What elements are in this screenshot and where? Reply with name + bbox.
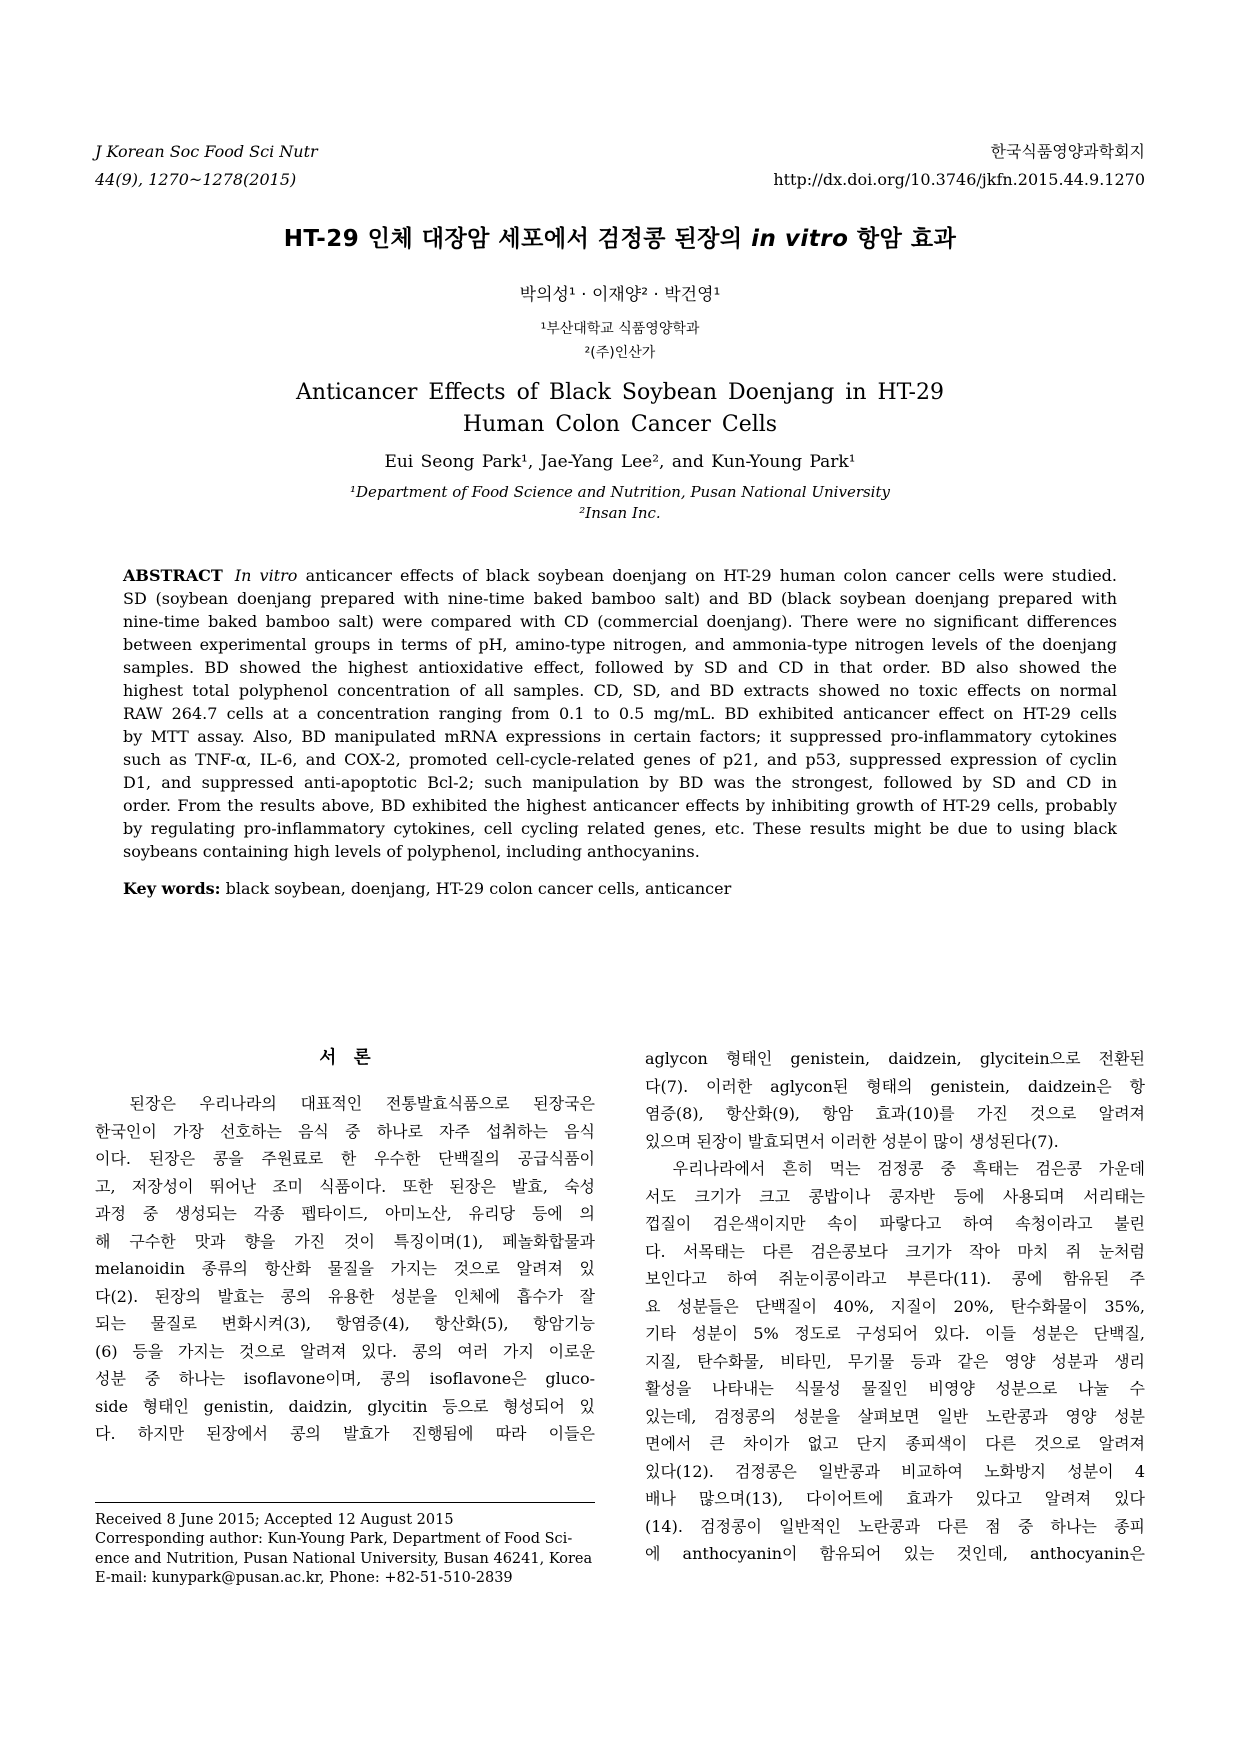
text-line: ence and Nutrition, Pusan National University, Busan 46241, Korea — [95, 1550, 593, 1567]
affiliations-en — [95, 482, 1145, 524]
abstract-lines — [123, 587, 1117, 863]
text-line: Received 8 June 2015; Accepted 12 August 2015 — [95, 1511, 454, 1528]
text-line: 우리나라에서 흔히 먹는 검정콩 중 흑태는 검은콩 가운데 — [645, 1159, 1145, 1178]
text-line: melanoidin 종류의 항산화 물질을 가지는 것으로 알려져 있 — [95, 1259, 595, 1278]
text-line: order. From the results above, BD exhibited the highest anticancer effects by inhibiting growth of HT-29 cells, probably — [123, 796, 1117, 815]
article-title-kr — [95, 224, 1145, 255]
text-line: 되는 물질로 변화시켜(3), 항염증(4), 항산화(5), 항암기능 — [95, 1314, 595, 1333]
text-line: 염증(8), 항산화(9), 항암 효과(10)를 가진 것으로 알려져 — [645, 1104, 1145, 1123]
abstract — [123, 564, 1117, 863]
keywords-line — [123, 877, 1117, 900]
title-en-line-1: Anticancer Effects of Black Soybean Doenjang in HT-29 — [296, 380, 944, 405]
text-line: 다(7). 이러한 aglycon된 형태의 genistein, daidzein은 항 — [645, 1076, 1145, 1096]
text-line: 요 성분들은 단백질이 40%, 지질이 20%, 탄수화물이 35%, — [645, 1296, 1145, 1316]
text-line: (14). 검정콩이 일반적인 노란콩과 다른 점 중 하나는 종피 — [645, 1516, 1145, 1536]
text-line: (6) 등을 가지는 것으로 알려져 있다. 콩의 여러 가지 이로운 — [95, 1341, 595, 1361]
text-line: between experimental groups in terms of pH, amino-type nitrogen, and ammonia-type nitrogen levels of the doenjang — [123, 635, 1117, 654]
masthead-journal-kr-block — [773, 138, 1145, 194]
text-line: aglycon 형태인 genistein, daidzein, glycitein으로 전환된 — [645, 1049, 1145, 1068]
affiliation-kr-2: ²(주)인산가 — [584, 345, 656, 361]
text-line: 에 anthocyanin이 함유되어 있는 것인데, anthocyanin은 — [645, 1544, 1145, 1563]
affiliations-kr — [95, 317, 1145, 365]
title-kr-pre: HT-29 인체 대장암 세포에서 검정콩 된장의 — [283, 226, 752, 252]
intro-left-lines — [95, 1090, 595, 1448]
text-line: 된장은 우리나라의 대표적인 전통발효식품으로 된장국은 — [95, 1094, 595, 1113]
abstract-italic-lead: In vitro — [234, 566, 298, 585]
authors-kr: 박의성¹ · 이재양² · 박건영¹ — [519, 285, 721, 305]
affiliation-en-2: ²Insan Inc. — [579, 504, 661, 522]
footnote — [95, 1502, 595, 1589]
footnote-lines — [95, 1511, 595, 1589]
text-line: 껍질이 검은색이지만 속이 파랗다고 하여 속청이라고 불린 — [645, 1214, 1145, 1233]
text-line: 있는데, 검정콩의 성분을 살펴보면 일반 노란콩과 영양 성분 — [645, 1406, 1145, 1426]
intro-heading: 서 론 — [319, 1048, 371, 1068]
text-line: such as TNF-α, IL-6, and COX-2, promoted cell-cycle-related genes of p21, and p53, suppressed expression of cyclin — [123, 750, 1117, 769]
title-en-line-2: Human Colon Cancer Cells — [462, 412, 778, 437]
introduction-section — [95, 1045, 1145, 1589]
keywords-text: black soybean, doenjang, HT-29 colon cancer cells, anticancer — [220, 879, 732, 898]
text-line: by regulating pro-inflammatory cytokines, cell cycling related genes, etc. These results might be due to using black — [123, 819, 1117, 838]
text-line: 면에서 큰 차이가 없고 단지 종피색이 다른 것으로 알려져 — [645, 1434, 1145, 1453]
journal-name-kr: 한국식품영양과학회지 — [990, 142, 1145, 161]
keywords-label: Key words: — [123, 879, 221, 898]
text-line: 있으며 된장이 발효되면서 이러한 성분이 많이 생성된다(7). — [645, 1131, 1059, 1151]
text-line: 성분 중 하나는 isoflavone이며, 콩의 isoflavone은 gluco- — [95, 1369, 595, 1388]
text-line: 고, 저장성이 뛰어난 조미 식품이다. 또한 된장은 발효, 숙성 — [95, 1176, 595, 1196]
text-line: nine-time baked bamboo salt) were compared with CD (commercial doenjang). There were no significant differences — [123, 612, 1117, 631]
text-line: 다. 하지만 된장에서 콩의 발효가 진행됨에 따라 이들은 — [95, 1424, 595, 1443]
text-line: 한국인이 가장 선호하는 음식 중 하나로 자주 섭취하는 음식 — [95, 1121, 595, 1141]
text-line: 기타 성분이 5% 정도로 구성되어 있다. 이들 성분은 단백질, — [645, 1324, 1145, 1343]
title-kr-italic: in vitro — [751, 226, 849, 252]
affiliation-kr-1: ¹부산대학교 식품영양학과 — [540, 321, 700, 337]
text-line: 서도 크기가 크고 콩밥이나 콩자반 등에 사용되며 서리태는 — [645, 1186, 1145, 1206]
text-line: D1, and suppressed anti-apoptotic Bcl-2; such manipulation by BD was the strongest, followed by SD and CD in — [123, 773, 1117, 792]
text-line: 다. 서목태는 다른 검은콩보다 크기가 작아 마치 쥐 눈처럼 — [645, 1241, 1145, 1261]
authors-en: Eui Seong Park¹, Jae-Yang Lee², and Kun-Young Park¹ — [384, 452, 856, 472]
masthead-journal-abbrev-block — [95, 138, 318, 194]
affiliation-en-1: ¹Department of Food Science and Nutrition, Pusan National University — [350, 483, 890, 501]
intro-right-column — [645, 1045, 1145, 1589]
text-line: side 형태인 genistin, daidzin, glycitin 등으로 형성되어 있 — [95, 1396, 595, 1416]
text-line: 이다. 된장은 콩을 주원료로 한 우수한 단백질의 공급식품이 — [95, 1149, 595, 1168]
intro-left-column — [95, 1045, 595, 1589]
text-line: 지질, 탄수화물, 비타민, 무기물 등과 같은 영양 성분과 생리 — [645, 1351, 1145, 1371]
text-line: highest total polyphenol concentration of all samples. CD, SD, and BD extracts showed no toxic effects on normal — [123, 681, 1117, 700]
text-line: 있다(12). 검정콩은 일반콩과 비교하여 노화방지 성분이 4 — [645, 1461, 1145, 1481]
text-line: 배나 많으며(13), 다이어트에 효과가 있다고 알려져 있다 — [645, 1489, 1145, 1508]
volume-pages: 44(9), 1270~1278(2015) — [95, 170, 297, 189]
journal-abbrev: J Korean Soc Food Sci Nutr — [95, 142, 318, 161]
text-line: SD (soybean doenjang prepared with nine-time baked bamboo salt) and BD (black soybean doenjang prepared with — [123, 589, 1117, 608]
masthead — [95, 138, 1145, 194]
text-line: soybeans containing high levels of polyphenol, including anthocyanins. — [123, 842, 700, 861]
abstract-label: ABSTRACT — [123, 566, 223, 585]
text-line: samples. BD showed the highest antioxidative effect, followed by SD and CD in that order. BD also showed the — [123, 658, 1117, 677]
title-kr-post: 항암 효과 — [848, 226, 957, 252]
text-line: Corresponding author: Kun-Young Park, Department of Food Sci- — [95, 1531, 573, 1547]
text-line: by MTT assay. Also, BD manipulated mRNA expressions in certain factors; it suppressed pro-inflammatory cytokines — [123, 727, 1117, 746]
doi-link[interactable]: http://dx.doi.org/10.3746/jkfn.2015.44.9.1270 — [773, 170, 1145, 189]
abstract-first-line-text: anticancer effects of black soybean doenjang on HT-29 human colon cancer cells were studied. — [297, 566, 1117, 585]
text-line: 보인다고 하여 쥐눈이콩이라고 부른다(11). 콩에 함유된 주 — [645, 1269, 1145, 1288]
text-line: 활성을 나타내는 식물성 물질인 비영양 성분으로 나눌 수 — [645, 1379, 1145, 1398]
text-line: 해 구수한 맛과 향을 가진 것이 특징이며(1), 페놀화합물과 — [95, 1231, 595, 1251]
text-line: 다(2). 된장의 발효는 콩의 유용한 성분을 인체에 흡수가 잘 — [95, 1286, 595, 1306]
intro-right-lines — [645, 1045, 1145, 1568]
text-line: 과정 중 생성되는 각종 펩타이드, 아미노산, 유리당 등에 의 — [95, 1204, 595, 1223]
abstract-first-line — [123, 564, 1117, 587]
text-line: RAW 264.7 cells at a concentration ranging from 0.1 to 0.5 mg/mL. BD exhibited anticancer effect on HT-29 cells — [123, 704, 1117, 723]
article-title-en — [95, 377, 1145, 441]
text-line: E-mail: kunypark@pusan.ac.kr, Phone: +82-51-510-2839 — [95, 1570, 513, 1586]
